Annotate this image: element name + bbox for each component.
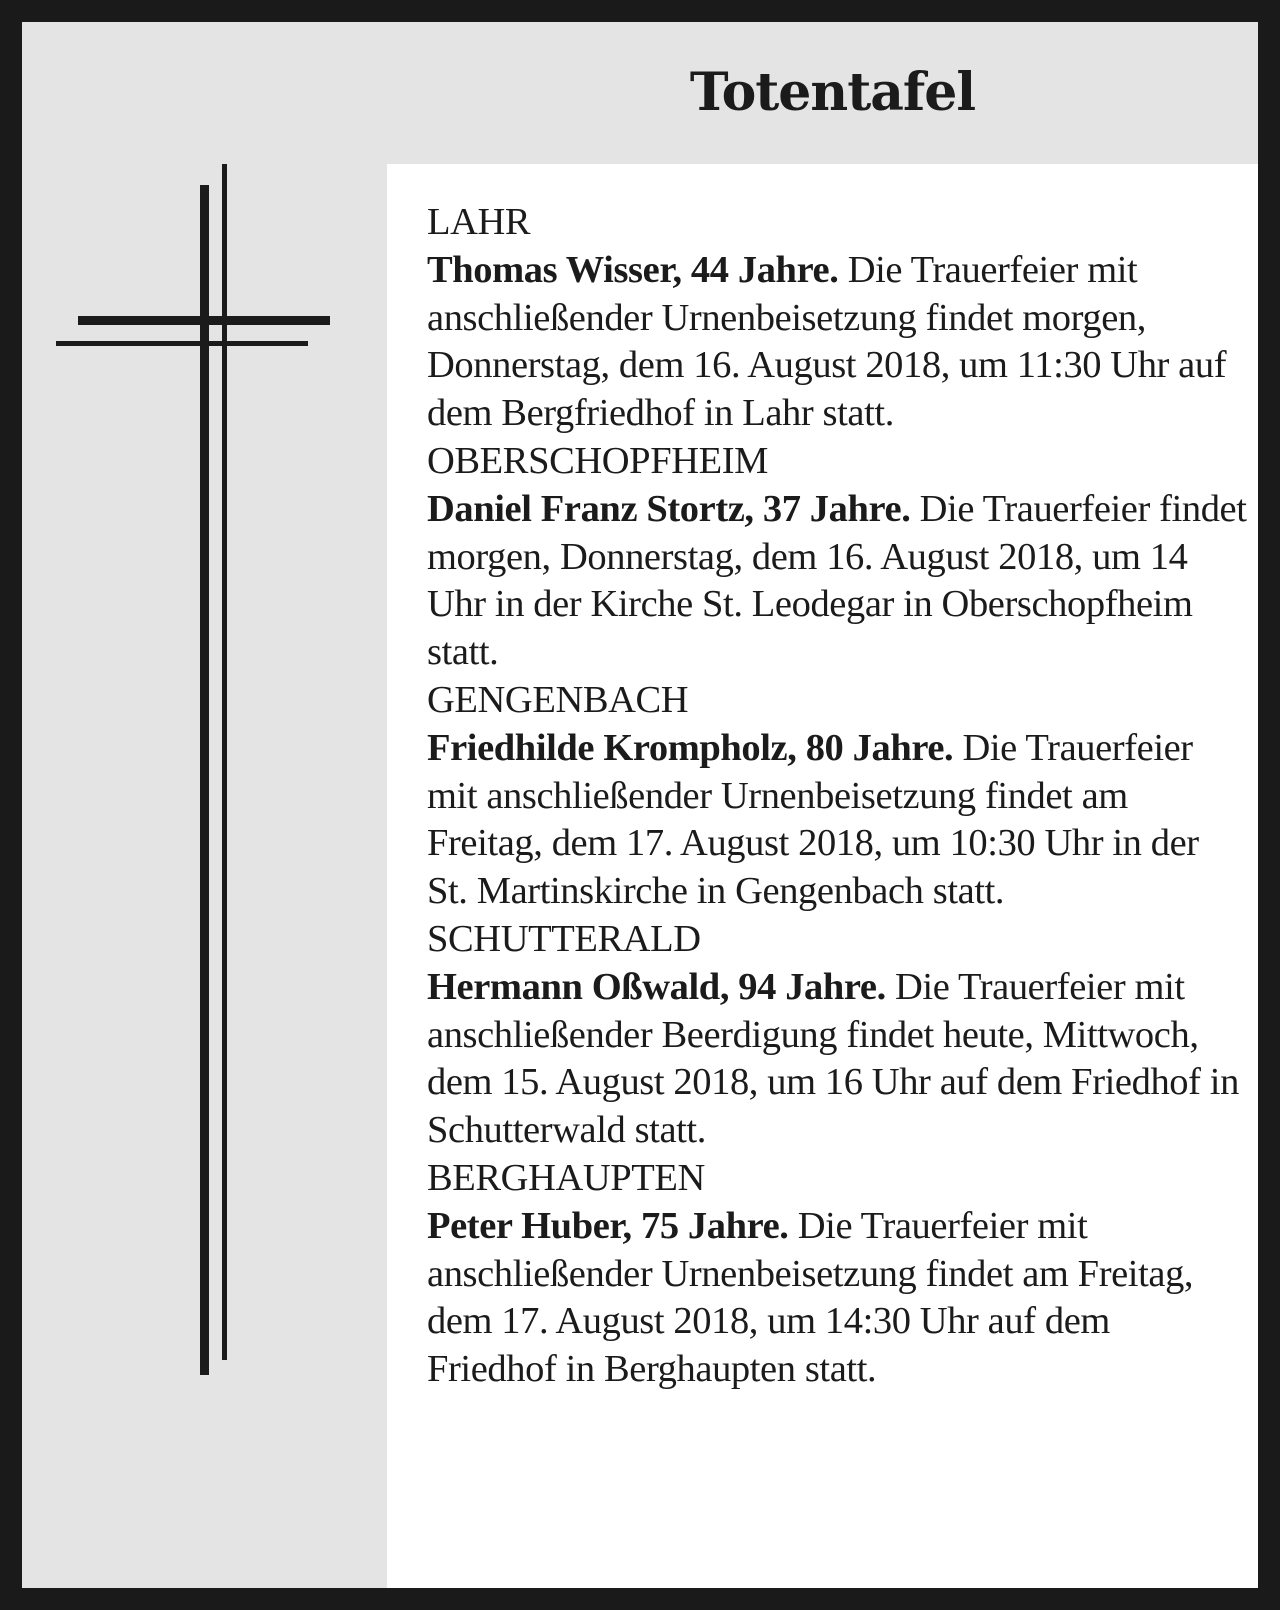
double-cross-icon (22, 22, 382, 1588)
obituary-entry (427, 438, 1247, 677)
entry-text: Die Trauerfeier mit anschließender Beerdigung findet heute, Mittwoch, dem 15. August 2018, um 16 Uhr auf dem Friedhof in Schutterwald statt. (427, 965, 1239, 1152)
entry-name: Daniel Franz Stortz, 37 Jahre. (427, 487, 920, 530)
entry-place: LAHR (427, 201, 531, 243)
entry-place: OBERSCHOPFHEIM (427, 439, 768, 482)
entry-place: SCHUTTERALD (427, 917, 701, 960)
entry-text: Die Trauerfeier mit anschließender Urnenbeisetzung findet morgen, Donnerstag, dem 16. August 2018, um 11:30 Uhr auf dem Bergfriedhof in Lahr statt. (427, 248, 1227, 435)
entry-name: Peter Huber, 75 Jahre. (427, 1204, 798, 1247)
page-title: Totentafel (689, 62, 976, 123)
obituary-entry (427, 677, 1247, 916)
obituary-list (427, 199, 1247, 1394)
entry-name: Friedhilde Krompholz, 80 Jahre. (427, 726, 963, 769)
obituary-entry (427, 199, 1247, 438)
obituary-entry (427, 916, 1247, 1155)
cross-horizontal-bar-top (78, 316, 330, 325)
obituary-board (22, 22, 1258, 1588)
cross-horizontal-bar-bottom (56, 341, 308, 346)
cross-vertical-bar-left (200, 185, 209, 1375)
entry-text: Die Trauerfeier mit anschließender Urnenbeisetzung findet am Freitag, dem 17. August 2018, um 10:30 Uhr in der St. Martinskirche in Gengenbach statt. (427, 726, 1199, 913)
entry-place: GENGENBACH (427, 678, 689, 721)
entry-name: Thomas Wisser, 44 Jahre. (427, 248, 848, 291)
obituary-entry (427, 1155, 1247, 1394)
entry-name: Hermann Oßwald, 94 Jahre. (427, 965, 896, 1008)
entry-place: BERGHAUPTEN (427, 1156, 705, 1199)
entry-text: Die Trauerfeier mit anschließender Urnenbeisetzung findet am Freitag, dem 17. August 2018, um 14:30 Uhr auf dem Friedhof in Berghaupten statt. (427, 1204, 1194, 1391)
obituary-panel (387, 164, 1258, 1588)
entry-text: Die Trauerfeier findet morgen, Donnerstag, dem 16. August 2018, um 14 Uhr in der Kirche St. Leodegar in Oberschopfheim statt. (427, 487, 1247, 674)
